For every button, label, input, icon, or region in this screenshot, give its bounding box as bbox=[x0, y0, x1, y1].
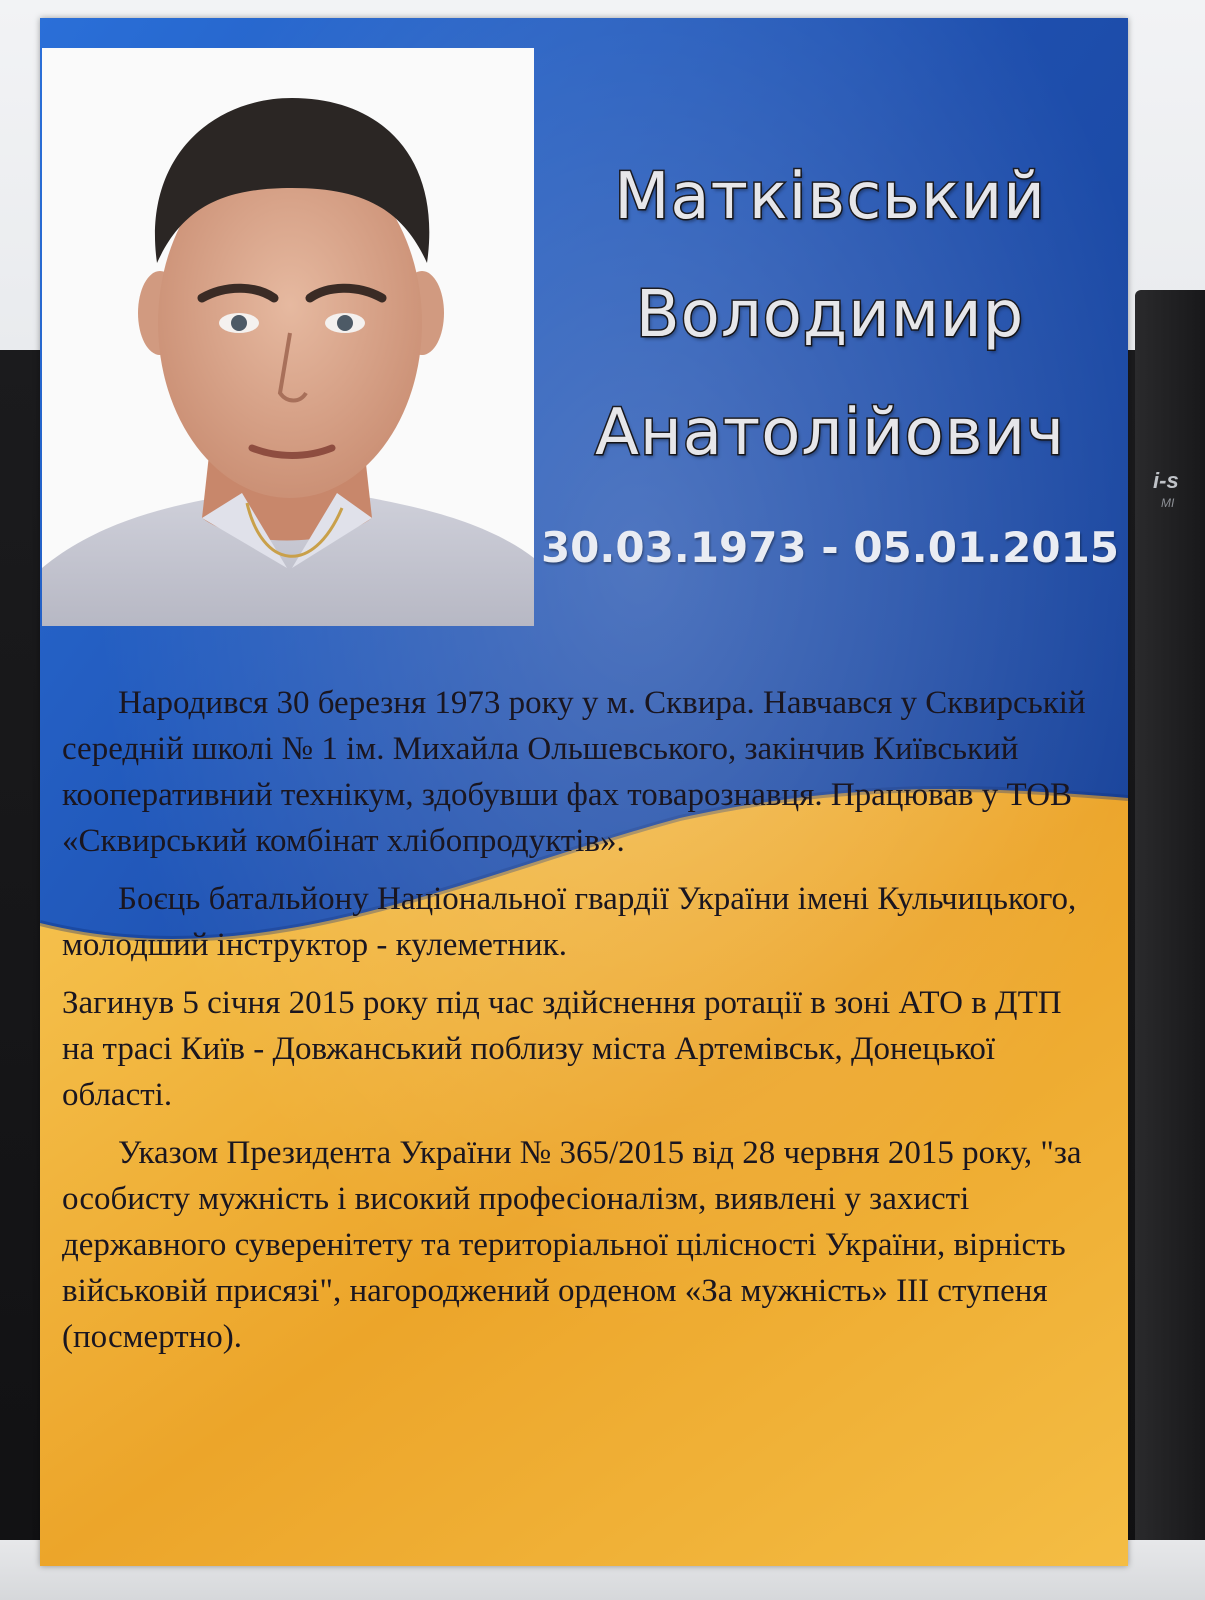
surname: Матківський bbox=[614, 160, 1046, 234]
bio-paragraph-service: Боєць батальйону Національної гвардії України імені Кульчицького, молодший інструктор - кулеметник. bbox=[62, 881, 1077, 963]
first-name: Володимир bbox=[635, 278, 1025, 352]
patronymic: Анатолійович bbox=[595, 396, 1065, 470]
name-block bbox=[540, 138, 1120, 492]
background-device bbox=[1135, 290, 1205, 1600]
portrait-illustration bbox=[42, 48, 534, 626]
device-logo: i-s bbox=[1153, 468, 1179, 493]
bio-paragraph-birth: Народився 30 березня 1973 року у м. Сквира. Навчався у Сквирській середній школі № 1 ім. Михайла Ольшевського, закінчив Київський кооперативний технікум, здобувши фах товарознавця. Працював у ТОВ «Сквирський комбінат хлібопродуктів». bbox=[62, 685, 1086, 859]
biography-text bbox=[62, 680, 1102, 1372]
device-sub-label: MI bbox=[1161, 496, 1175, 510]
bio-paragraph-award: Указом Президента України № 365/2015 від 28 червня 2015 року, "за особисту мужність і високий професіоналізм, виявлені у захисті державного суверенітету та територіальної цілісності України, вірність військовій присязі", нагороджений орденом «За мужність» III ступеня (посмертно). bbox=[62, 1135, 1082, 1355]
memorial-poster bbox=[40, 18, 1128, 1566]
bio-paragraph-death: Загинув 5 січня 2015 року під час здійснення ротації в зоні АТО в ДТП на трасі Київ - Довжанський поблизу міста Артемівськ, Донецької області. bbox=[62, 985, 1062, 1113]
portrait-photo bbox=[42, 48, 534, 626]
life-dates: 30.03.1973 - 05.01.2015 bbox=[540, 523, 1120, 572]
